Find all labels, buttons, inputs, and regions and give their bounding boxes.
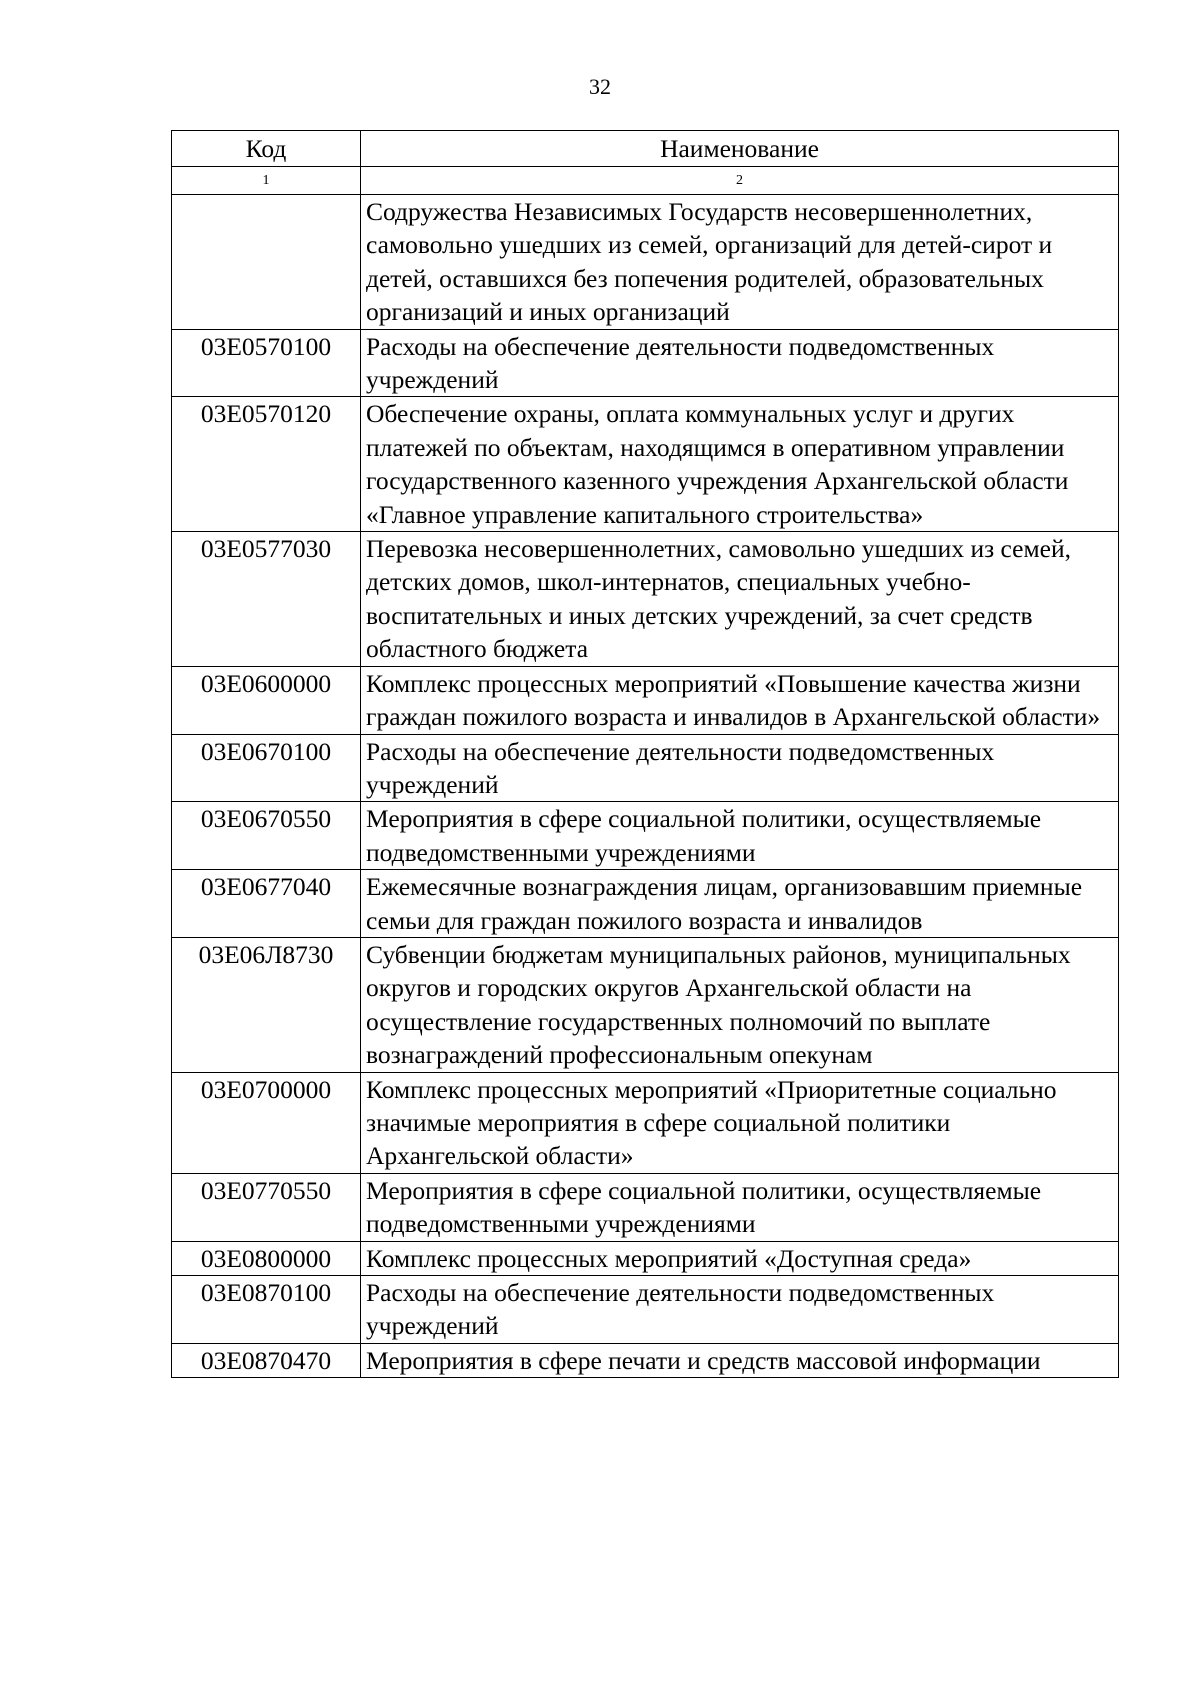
table-row (172, 1276, 1119, 1344)
table-row (172, 734, 1119, 802)
column-number-code: 1 (172, 167, 361, 195)
row-code: 03Е0677040 (172, 870, 361, 938)
row-code: 03Е0600000 (172, 666, 361, 734)
table-row (172, 666, 1119, 734)
row-name: Расходы на обеспечение деятельности подведомственных учреждений (361, 1276, 1119, 1344)
table-row (172, 195, 1119, 330)
row-name: Мероприятия в сфере социальной политики, осуществляемые подведомственными учреждениями (361, 802, 1119, 870)
row-name: Мероприятия в сфере печати и средств массовой информации (361, 1343, 1119, 1377)
row-name: Комплекс процессных мероприятий «Доступная среда» (361, 1241, 1119, 1275)
table-row (172, 397, 1119, 532)
row-name: Ежемесячные вознаграждения лицам, организовавшим приемные семьи для граждан пожилого возраста и инвалидов (361, 870, 1119, 938)
page-number: 32 (589, 74, 611, 99)
row-code: 03Е0770550 (172, 1173, 361, 1241)
row-name: Мероприятия в сфере социальной политики, осуществляемые подведомственными учреждениями (361, 1173, 1119, 1241)
row-code: 03Е0670550 (172, 802, 361, 870)
row-name: Обеспечение охраны, оплата коммунальных услуг и других платежей по объектам, находящимся в оперативном управлении государственного казенного учреждения Архангельской области «Главное управление капитального строительства» (361, 397, 1119, 532)
row-code: 03Е0570120 (172, 397, 361, 532)
row-code: 03Е0870470 (172, 1343, 361, 1377)
row-code: 03Е0700000 (172, 1072, 361, 1173)
table-row (172, 1072, 1119, 1173)
row-name: Расходы на обеспечение деятельности подведомственных учреждений (361, 734, 1119, 802)
row-code (172, 195, 361, 330)
row-name: Содружества Независимых Государств несовершеннолетних, самовольно ушедших из семей, организаций для детей-сирот и детей, оставшихся без попечения родителей, образовательных организаций и иных организаций (361, 195, 1119, 330)
budget-code-table (171, 130, 1119, 1378)
table-row (172, 802, 1119, 870)
table-row (172, 1173, 1119, 1241)
row-code: 03Е0570100 (172, 329, 361, 397)
row-code: 03Е0577030 (172, 532, 361, 667)
table-row (172, 1241, 1119, 1275)
row-code: 03Е06Л8730 (172, 937, 361, 1072)
row-name: Перевозка несовершеннолетних, самовольно ушедших из семей, детских домов, школ-интернатов, специальных учебно-воспитательных и иных детских учреждений, за счет средств областного бюджета (361, 532, 1119, 667)
row-name: Субвенции бюджетам муниципальных районов, муниципальных округов и городских округов Архангельской области на осуществление государственных полномочий по выплате вознаграждений профессиональным опекунам (361, 937, 1119, 1072)
column-header-code: Код (172, 131, 361, 167)
table-row (172, 870, 1119, 938)
column-number-name: 2 (361, 167, 1119, 195)
table-header-row (172, 131, 1119, 167)
table-row (172, 1343, 1119, 1377)
row-name: Комплекс процессных мероприятий «Повышение качества жизни граждан пожилого возраста и инвалидов в Архангельской области» (361, 666, 1119, 734)
table-row (172, 532, 1119, 667)
row-code: 03Е0870100 (172, 1276, 361, 1344)
row-name: Расходы на обеспечение деятельности подведомственных учреждений (361, 329, 1119, 397)
column-number-row (172, 167, 1119, 195)
table-row (172, 937, 1119, 1072)
row-name: Комплекс процессных мероприятий «Приоритетные социально значимые мероприятия в сфере социальной политики Архангельской области» (361, 1072, 1119, 1173)
row-code: 03Е0800000 (172, 1241, 361, 1275)
row-code: 03Е0670100 (172, 734, 361, 802)
table-row (172, 329, 1119, 397)
column-header-name: Наименование (361, 131, 1119, 167)
